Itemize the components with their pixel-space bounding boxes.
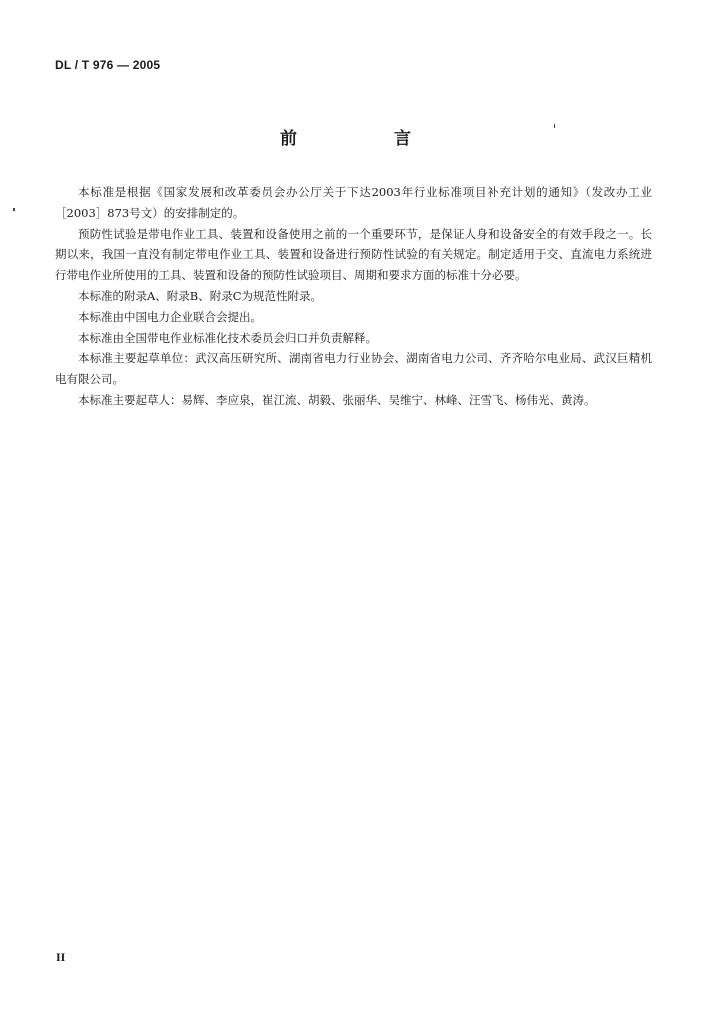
paragraph-basis: 本标准是根据《国家发展和改革委员会办公厅关于下达2003年行业标准项目补充计划的通知》（发改办工业［2003］873号文）的安排制定的。 xyxy=(55,185,652,220)
paragraph-purpose: 预防性试验是带电作业工具、装置和设备使用之前的一个重要环节，是保证人身和设备安全的有效手段之一。长期以来，我国一直没有制定带电作业工具、装置和设备进行预防性试验的有关规定。制定适用于交、直流电力系统进行带电作业所使用的工具、装置和设备的预防性试验项目、周期和要求方面的标准十分必要。 xyxy=(55,226,652,283)
scan-speck xyxy=(13,208,15,211)
paragraph-drafters: 本标准主要起草人：易辉、李应泉，崔江流、胡毅、张丽华、吴维宁、林峰、汪雪飞、杨伟光、黄涛。 xyxy=(78,392,596,407)
scan-speck xyxy=(554,124,555,128)
page-number: II xyxy=(56,950,66,964)
page-title: 前 言 xyxy=(280,129,451,149)
paragraph-proposer: 本标准由中国电力企业联合会提出。 xyxy=(78,309,262,324)
preface-body xyxy=(55,182,652,411)
paragraph-appendices: 本标准的附录A、附录B、附录C为规范性附录。 xyxy=(78,288,323,303)
standard-code: DL / T 976 — 2005 xyxy=(55,58,161,72)
paragraph-drafting-units: 本标准主要起草单位：武汉高压研究所、湖南省电力行业协会、湖南省电力公司、齐齐哈尔电业局、武汉巨精机电有限公司。 xyxy=(55,351,652,387)
paragraph-responsible: 本标准由全国带电作业标准化技术委员会归口并负责解释。 xyxy=(78,330,377,345)
